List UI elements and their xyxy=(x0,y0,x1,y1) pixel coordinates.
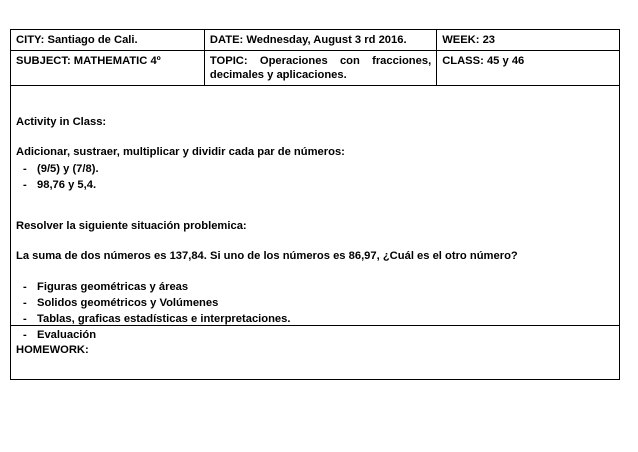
topic-cell: TOPIC: Operaciones con fracciones, decimales y aplicaciones. xyxy=(204,51,436,86)
subject-cell: SUBJECT: MATHEMATIC 4º xyxy=(11,51,205,86)
topic-4: Evaluación xyxy=(37,329,97,341)
activity-title: Activity in Class: xyxy=(16,116,107,128)
list-item: - Tablas, graficas estadísticas e interpretaciones. xyxy=(23,313,291,325)
list-item: - Figuras geométricas y áreas xyxy=(23,281,189,293)
header-row-1 xyxy=(11,30,620,51)
class-cell: CLASS: 45 y 46 xyxy=(437,51,620,86)
homework-section xyxy=(10,326,620,380)
header-row-2 xyxy=(11,51,620,86)
lesson-plan-document xyxy=(10,29,620,380)
week-cell: WEEK: 23 xyxy=(437,30,620,51)
header-table xyxy=(10,29,620,86)
pair-2: 98,76 y 5,4. xyxy=(37,179,97,191)
list-item: - Evaluación xyxy=(23,329,97,341)
pair-1: (9/5) y (7/8). xyxy=(37,163,99,175)
problem-statement: La suma de dos números es 137,84. Si uno de los números es 86,97, ¿Cuál es el otro número? xyxy=(16,250,518,262)
city-cell: CITY: Santiago de Cali. xyxy=(11,30,205,51)
activity-instruction: Adicionar, sustraer, multiplicar y dividir cada par de números: xyxy=(16,146,345,158)
list-item: - Solidos geométricos y Volúmenes xyxy=(23,297,219,309)
list-item: - (9/5) y (7/8). xyxy=(23,163,99,175)
homework-title: HOMEWORK: xyxy=(16,344,89,356)
activity-section xyxy=(10,86,620,341)
list-item: - 98,76 y 5,4. xyxy=(23,179,97,191)
problem-title: Resolver la siguiente situación problemica: xyxy=(16,220,247,232)
topic-1: Figuras geométricas y áreas xyxy=(37,281,189,293)
date-cell: DATE: Wednesday, August 3 rd 2016. xyxy=(204,30,436,51)
topic-3: Tablas, graficas estadísticas e interpretaciones. xyxy=(37,313,291,325)
topic-2: Solidos geométricos y Volúmenes xyxy=(37,297,219,309)
